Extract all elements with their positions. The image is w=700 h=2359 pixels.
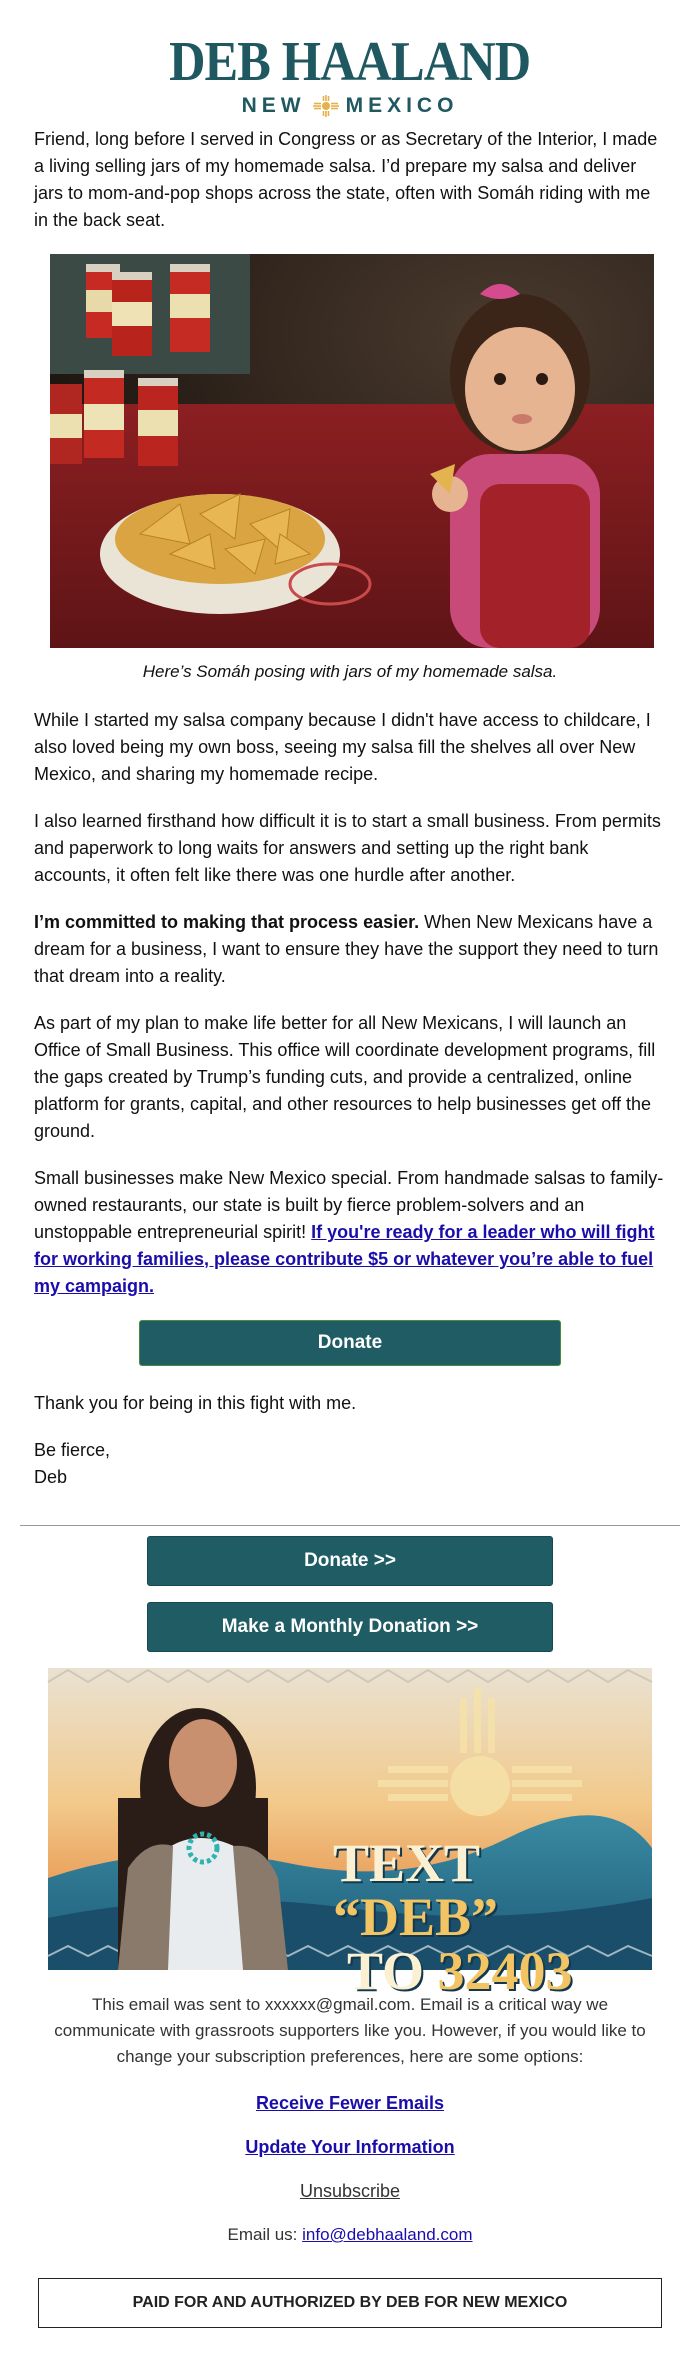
update-information-link[interactable]: Update Your Information [245, 2137, 455, 2157]
email-footer [0, 1992, 700, 2248]
campaign-logo [0, 0, 700, 126]
banner-text-word: TEXT [333, 1833, 480, 1893]
zia-sun-icon [312, 95, 340, 117]
logo-sub-right: MEXICO [345, 94, 459, 117]
paragraph-commitment [34, 909, 666, 990]
subscription-notice: This email was sent to xxxxxx@gmail.com. Email is a critical way we communicate with grassroots supporters like you. However, if you would like to change your subscription preferences, here are some options: [54, 1995, 646, 2066]
thanks-text: Thank you for being in this fight with me. [34, 1393, 357, 1413]
banner-text-to: TO [347, 1941, 425, 2001]
paragraph-appeal [34, 1165, 666, 1300]
salsa-photo [50, 254, 654, 648]
banner-text-deb: “DEB” [333, 1887, 499, 1947]
email-body [0, 126, 700, 234]
banner-text-number: 32403 [437, 1941, 573, 2001]
paragraph-hurdles: I also learned firsthand how difficult it is to start a small business. From permits and paperwork to long waits for answers and setting up the right bank accounts, it often felt like there was one hurdle after another. [34, 811, 661, 885]
signoff [34, 1437, 666, 1491]
contribute-link[interactable]: If you're ready for a leader who will fight for working families, please contribute $5 or whatever you’re able to fuel my campaign. [34, 1222, 655, 1296]
monthly-donation-button[interactable]: Make a Monthly Donation >> [147, 1602, 553, 1652]
paid-for-disclaimer: PAID FOR AND AUTHORIZED BY DEB FOR NEW MEXICO [38, 2278, 662, 2328]
photo-caption: Here’s Somáh posing with jars of my homemade salsa. [142, 662, 558, 681]
paragraph-office: As part of my plan to make life better for all New Mexicans, I will launch an Office of Small Business. This office will coordinate development programs, fill the gaps created by Trump’s funding cuts, and provide a centralized, online platform for grants, capital, and other resources to help businesses get off the ground. [34, 1013, 656, 1141]
text-deb-banner[interactable] [48, 1668, 652, 2001]
logo-name: DEB HAALAND [169, 31, 531, 93]
contact-email-link[interactable]: info@debhaaland.com [302, 2225, 473, 2244]
footer-divider [20, 1525, 680, 1526]
appeal-text: Small businesses make New Mexico special. From handmade salsas to family-owned restaurants, our state is built by fierce problem-solvers and an unstoppable entrepreneurial spirit! [34, 1168, 664, 1242]
unsubscribe-link[interactable]: Unsubscribe [299, 2181, 401, 2201]
logo-subtitle [0, 94, 700, 118]
logo-sub-left: NEW [241, 94, 306, 117]
banner-text [333, 1833, 652, 2001]
salsa-photo-illustration [50, 254, 654, 648]
paragraph-intro: Friend, long before I served in Congress or as Secretary of the Interior, I made a living selling jars of my homemade salsa. I’d prepare my salsa and deliver jars to mom-and-pop shops across the state, often with Somáh riding with me in the back seat. [34, 129, 658, 230]
email-us-label: Email us: [227, 2225, 303, 2244]
commitment-bold: I’m committed to making that process easier. [34, 912, 420, 932]
signoff-name: Deb [34, 1467, 68, 1487]
receive-fewer-emails-link[interactable]: Receive Fewer Emails [255, 2093, 445, 2113]
footer-donate-button[interactable]: Donate >> [147, 1536, 553, 1586]
donate-button[interactable]: Donate [139, 1320, 561, 1366]
paragraph-childcare: While I started my salsa company because I didn't have access to childcare, I also loved being my own boss, seeing my salsa fill the shelves all over New Mexico, and sharing my homemade recipe. [34, 710, 651, 784]
email-us-line [40, 2222, 660, 2248]
signoff-line: Be fierce, [34, 1440, 111, 1460]
commitment-rest: When New Mexicans have a dream for a business, I want to ensure they have the support they need to turn that dream into a reality. [34, 912, 659, 986]
